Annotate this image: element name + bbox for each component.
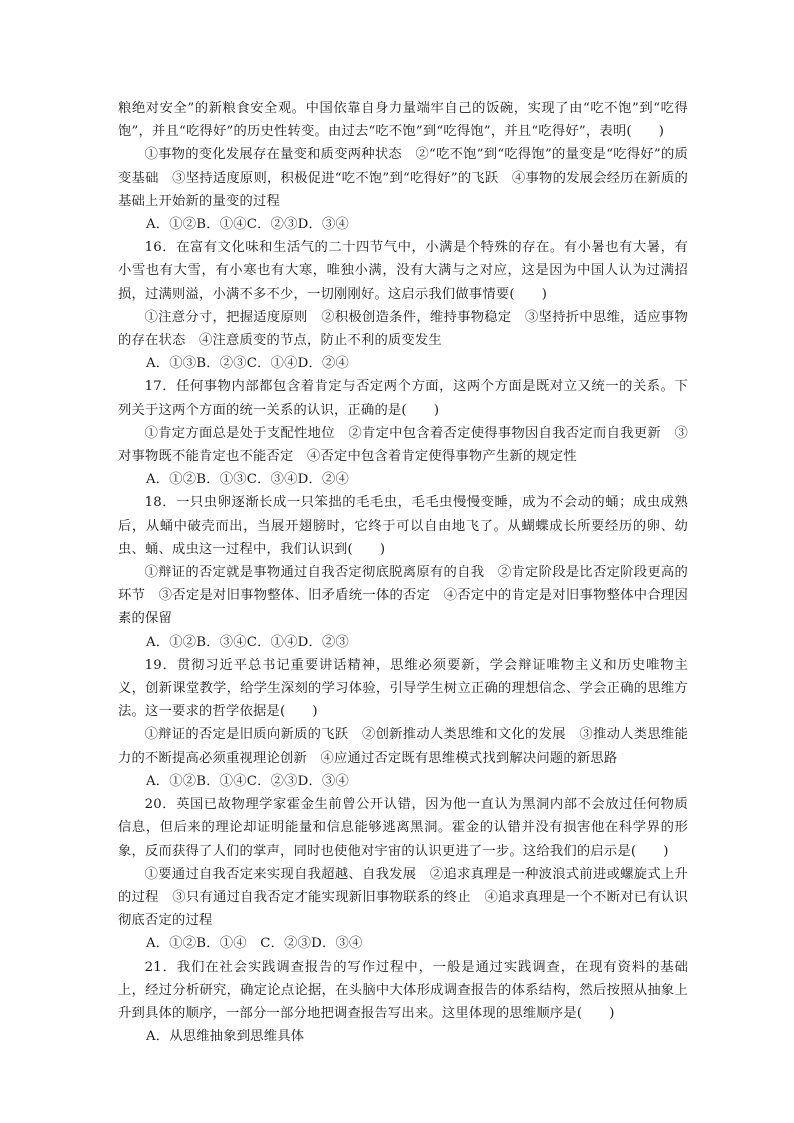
question-19-statements: ①辩证的否定是旧质向新质的飞跃 ②创新推动人类思维和文化的发展 ③推动人类思维能力的不断提高必须重视理论创新 ④应通过否定既有思维模式找到解决问题的新思路 <box>118 727 688 766</box>
question-16-options: A．①③B．②③C．①④D．②④ <box>146 356 349 372</box>
question-16-stem: 16．在富有文化味和生活气的二十四节气中，小满是个特殊的存在。有小暑也有大暑，有小雪也有大雪，有小寒也有大寒，唯独小满，没有大满与之对应，这是因为中国人认为过满招损，过满则溢，小满不多不少，一切刚刚好。这启示我们做事情要( ) <box>118 240 688 302</box>
question-21-option-a: A．从思维抽象到思维具体 <box>146 1029 305 1045</box>
question-20-stem: 20．英国已故物理学家霍金生前曾公开认错，因为他一直认为黑洞内部不会放过任何物质信息，但后来的理论却证明能量和信息能够逃离黑洞。霍金的认错并没有损害他在科学界的形象，反而获得了人们的掌声，同时也使他对宇宙的认识更进了一步。这给我们的启示是( ) <box>118 797 688 859</box>
question-16-statements: ①注意分寸，把握适度原则 ②积极创造条件，维持事物稳定 ③坚持折中思维，适应事物的存在状态 ④注意质变的节点，防止不利的质变发生 <box>118 309 688 349</box>
question-15-stem-continued: 粮绝对安全”的新粮食安全观。中国依靠自身力量端牢自己的饭碗，实现了由“吃不饱”到“吃得饱”，并且“吃得好”的历史性转变。由过去“吃不饱”到“吃得饱”，并且“吃得好”，表明( ) <box>118 101 688 140</box>
question-19-options: A．①②B．①④C．②③D．③④ <box>146 773 349 789</box>
document-page <box>118 97 688 1048</box>
question-18-options: A．①②B．③④C．①④D．②③ <box>146 634 349 650</box>
question-17-statements: ①肯定方面总是处于支配性地位 ②肯定中包含着否定使得事物因自我否定而自我更新 ③对事物既不能肯定也不能否定 ④否定中包含着肯定使得事物产生新的规定性 <box>118 425 688 465</box>
question-17-options: A．①②B．①③C．③④D．②④ <box>146 472 349 488</box>
question-15-statements: ①事物的变化发展存在量变和质变两种状态 ②“吃不饱”到“吃得饱”的量变是“吃得好”的质变基础 ③坚持适度原则，积极促进“吃不饱”到“吃得好”的飞跃 ④事物的发展会经历在新质的基础上开始新的量变的过程 <box>118 147 688 209</box>
question-19-stem: 19．贯彻习近平总书记重要讲话精神，思维必须要新，学会辩证唯物主义和历史唯物主义，创新课堂教学，给学生深刻的学习体验，引导学生树立正确的理想信念、学会正确的思维方法。这一要求的哲学依据是( ) <box>118 657 688 720</box>
question-21-stem: 21．我们在社会实践调查报告的写作过程中，一般是通过实践调查，在现有资料的基础上，经过分析研究，确定论点论据，在头脑中大体形成调查报告的体系结构，然后按照从抽象上升到具体的顺序，一部分一部分地把调查报告写出来。这里体现的思维顺序是( ) <box>118 959 688 1021</box>
question-18-statements: ①辩证的否定就是事物通过自我否定彻底脱离原有的自我 ②肯定阶段是比否定阶段更高的环节 ③否定是对旧事物整体、旧矛盾统一体的否定 ④否定中的肯定是对旧事物整体中合理因素的保留 <box>118 565 688 627</box>
question-15-options: A．①②B．①④C．②③D．③④ <box>146 217 349 233</box>
question-20-statements: ①要通过自我否定来实现自我超越、自我发展 ②追求真理是一种波浪式前进或螺旋式上升的过程 ③只有通过自我否定才能实现新旧事物联系的终止 ④追求真理是一个不断对已有认识彻底否定的过程 <box>118 866 688 929</box>
question-18-stem: 18．一只虫卵逐渐长成一只笨拙的毛毛虫，毛毛虫慢慢变睡，成为不会动的蛹；成虫成熟后，从蛹中破壳而出，当展开翅膀时，它终于可以自由地飞了。从蝴蝶成长所要经历的卵、幼虫、蛹、成虫这一过程中，我们认识到( ) <box>118 495 688 557</box>
question-20-options: A．①②B．①④ C．②③D．③④ <box>146 936 363 952</box>
question-17-stem: 17．任何事物内部都包含着肯定与否定两个方面，这两个方面是既对立又统一的关系。下列关于这两个方面的统一关系的认识，正确的是( ) <box>118 379 688 418</box>
